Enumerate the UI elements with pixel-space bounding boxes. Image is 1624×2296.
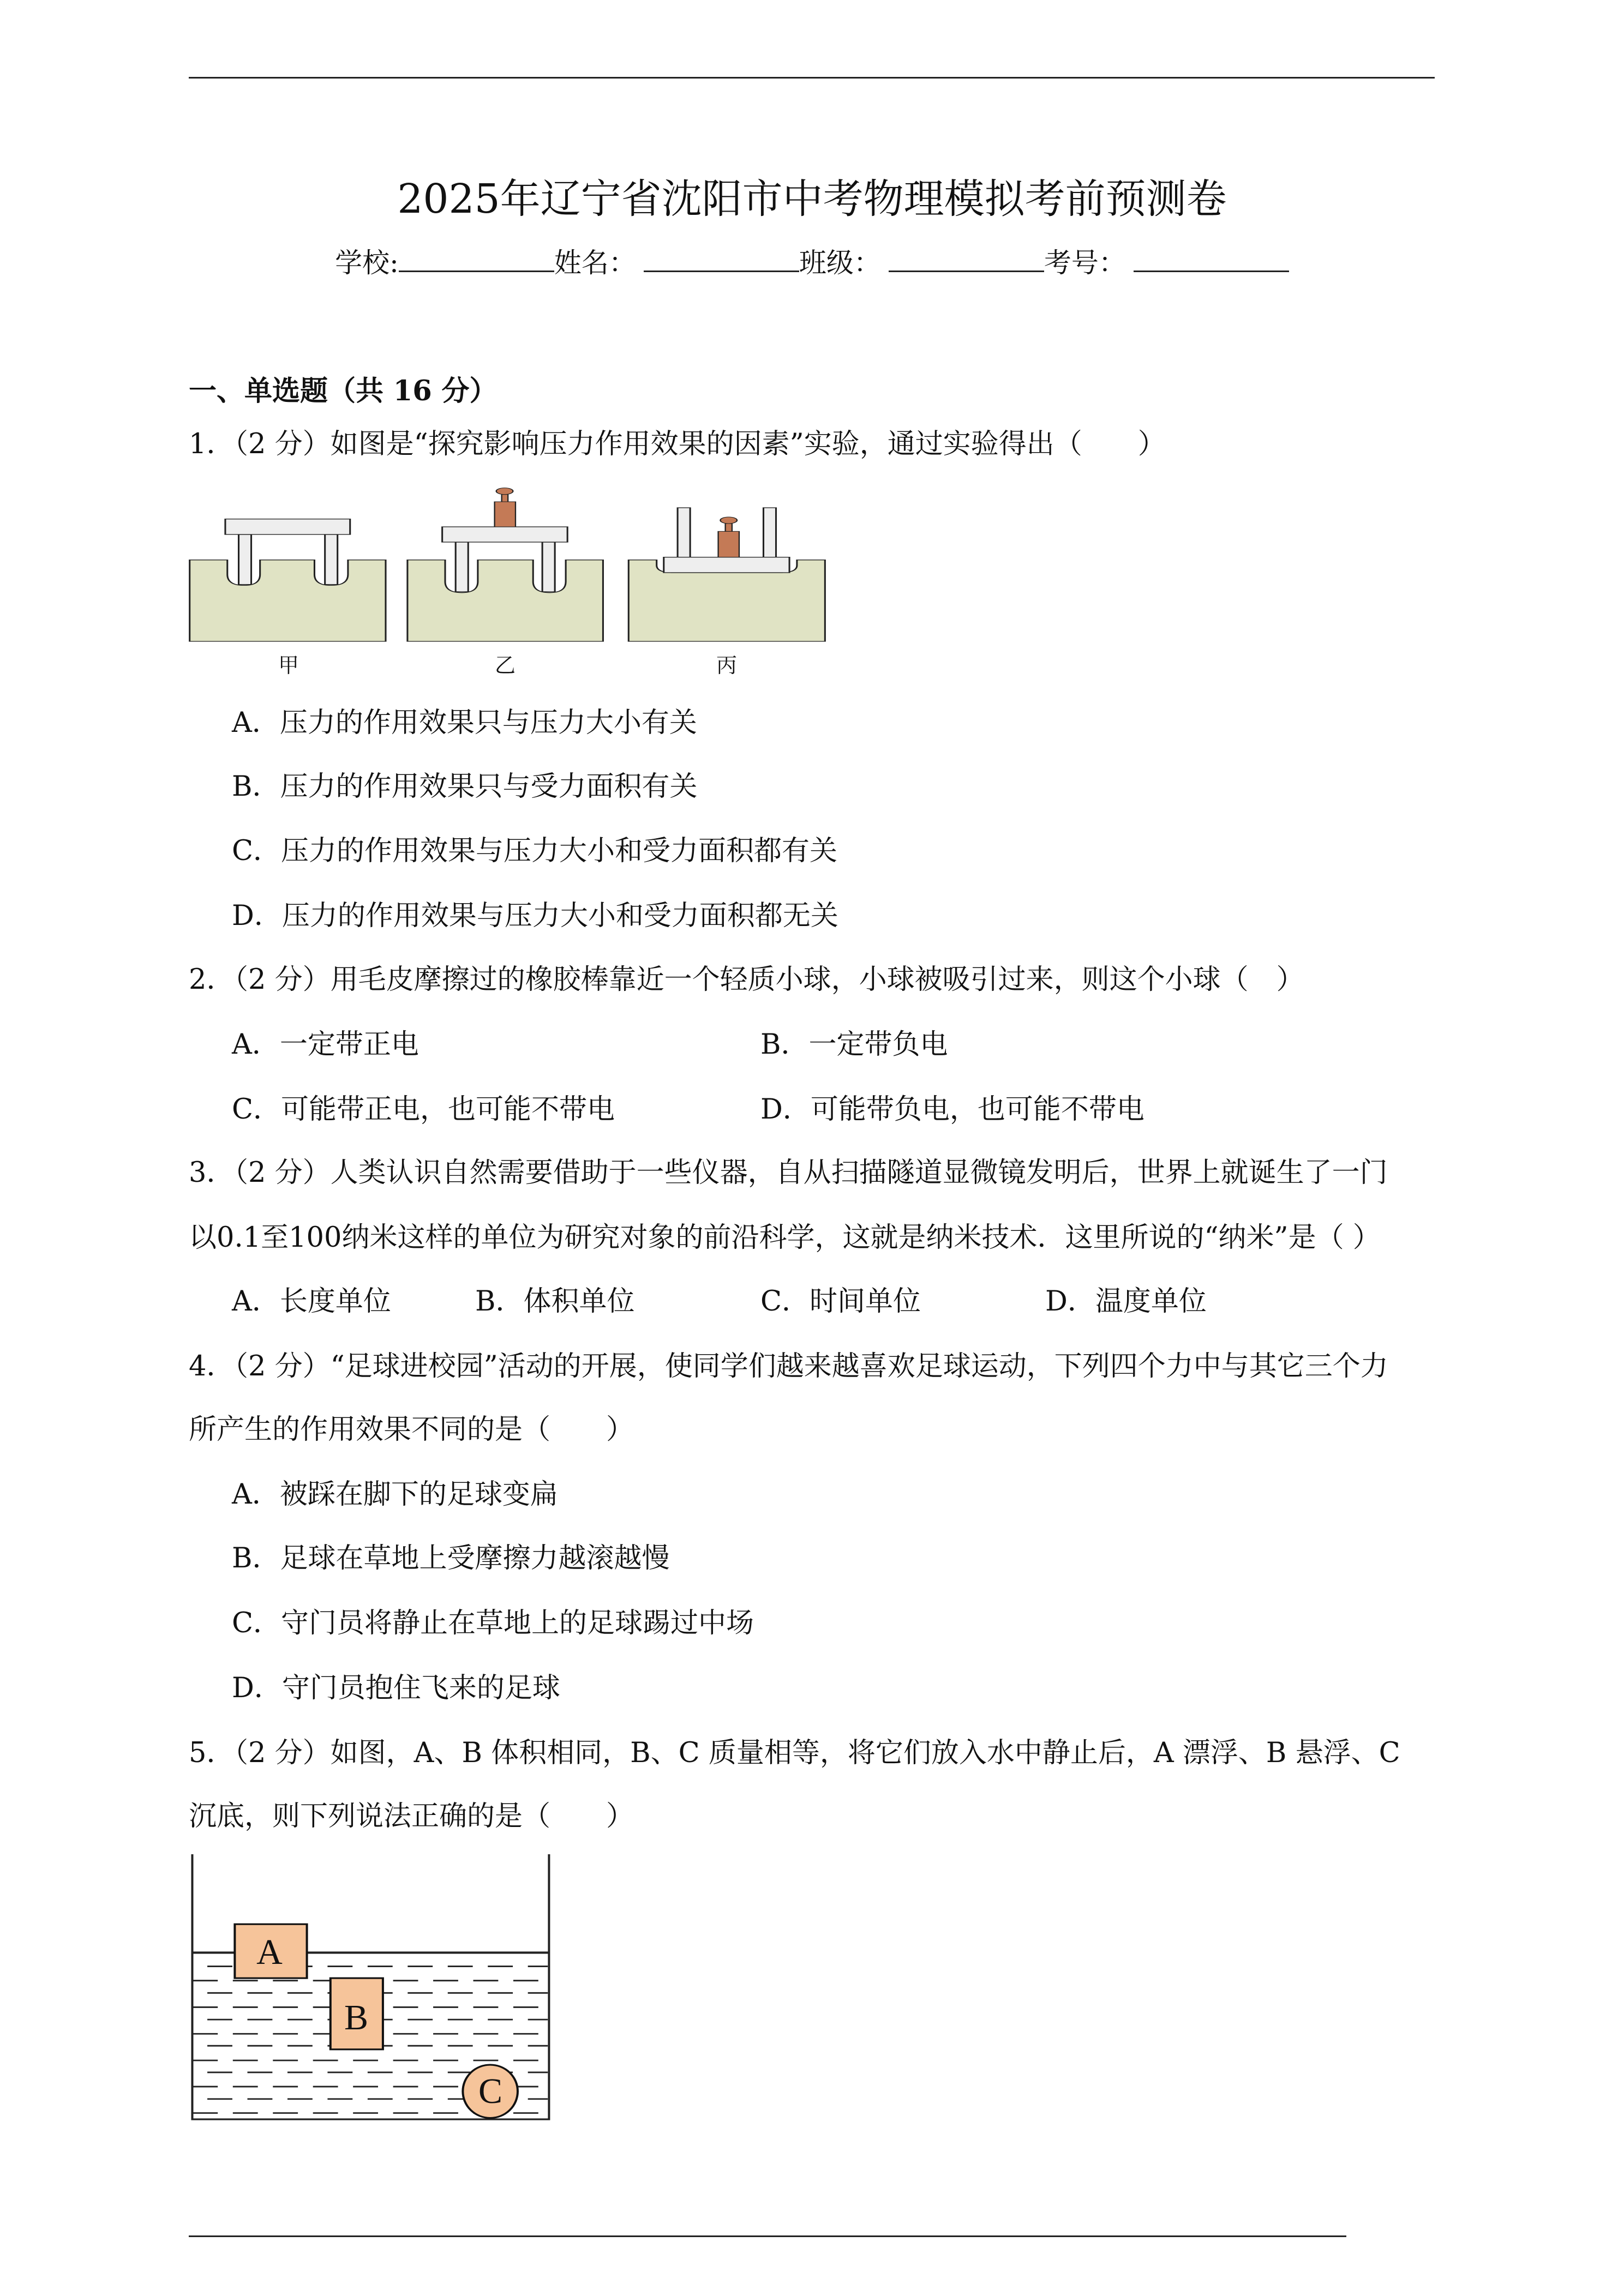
label-a: A — [256, 1932, 283, 1972]
school-label: 学校: — [335, 247, 399, 279]
q1-option-a: A．压力的作用效果只与压力大小有关 — [232, 707, 697, 739]
name-field[interactable] — [644, 247, 799, 272]
leg — [239, 534, 251, 585]
tabletop — [664, 557, 789, 573]
sponge-yi — [408, 560, 603, 641]
question-5-stem-line2: 沉底，则下列说法正确的是（ ） — [189, 1800, 634, 1832]
question-3-stem-line2: 以0.1至100纳米这样的单位为研究对象的前沿科学，这就是纳米技术．这里所说的“纳米”是（ ） — [189, 1222, 1381, 1254]
q3-option-d: D．温度单位 — [1045, 1285, 1207, 1318]
q3-option-b: B．体积单位 — [475, 1285, 635, 1318]
figure-label-bing: 丙 — [716, 653, 738, 677]
question-2-stem: 2．（2 分）用毛皮摩擦过的橡胶棒靠近一个轻质小球，小球被吸引过来，则这个小球（ ） — [189, 964, 1304, 996]
q2-option-d: D．可能带负电，也可能不带电 — [760, 1093, 1144, 1126]
q4-option-c: C．守门员将静止在草地上的足球踢过中场 — [232, 1607, 754, 1639]
header-rule — [189, 77, 1435, 79]
weight — [495, 502, 516, 527]
question-1-stem: 1．（2 分）如图是“探究影响压力作用效果的因素”实验，通过实验得出（ ） — [189, 428, 1166, 460]
weight — [718, 531, 739, 557]
number-label: 考号： — [1044, 247, 1126, 279]
student-info — [0, 247, 1624, 279]
q4-option-b: B．足球在草地上受摩擦力越滚越慢 — [232, 1542, 670, 1574]
sponge-jia — [190, 560, 386, 641]
leg — [678, 508, 690, 557]
leg — [325, 534, 338, 585]
q2-option-c: C．可能带正电，也可能不带电 — [232, 1093, 615, 1126]
section-heading: 一、单选题（共 16 分） — [189, 375, 498, 407]
q4-option-a: A．被踩在脚下的足球变扁 — [232, 1478, 558, 1511]
q2-option-a: A．一定带正电 — [232, 1029, 419, 1061]
q4-option-d: D．守门员抱住飞来的足球 — [232, 1672, 560, 1704]
q3-option-a: A．长度单位 — [232, 1285, 391, 1318]
footer-rule — [189, 2235, 1346, 2237]
leg — [542, 542, 555, 592]
question-4-stem-line2: 所产生的作用效果不同的是（ ） — [189, 1414, 634, 1446]
tabletop — [225, 519, 350, 534]
name-label: 姓名： — [554, 247, 636, 279]
question-3-stem-line1: 3．（2 分）人类认识自然需要借助于一些仪器，自从扫描隧道显微镜发明后，世界上就诞生了一门 — [189, 1157, 1388, 1189]
question-5-stem-line1: 5．（2 分）如图，A、B 体积相同，B、C 质量相等，将它们放入水中静止后，A 漂浮、B 悬浮、C — [189, 1737, 1400, 1769]
q2-option-b: B．一定带负电 — [760, 1029, 948, 1061]
leg — [456, 542, 468, 592]
q1-option-b: B．压力的作用效果只与受力面积有关 — [232, 771, 698, 803]
school-field[interactable] — [399, 247, 554, 272]
leg — [763, 508, 776, 557]
page-title: 2025年辽宁省沈阳市中考物理模拟考前预测卷 — [397, 176, 1227, 223]
figure-label-yi: 乙 — [495, 653, 516, 677]
buoyancy-figure — [185, 1854, 562, 2149]
class-field[interactable] — [889, 247, 1044, 272]
figure-label-jia: 甲 — [278, 653, 299, 677]
tabletop — [442, 527, 568, 542]
q1-option-d: D．压力的作用效果与压力大小和受力面积都无关 — [232, 900, 838, 932]
q3-option-c: C．时间单位 — [760, 1285, 921, 1318]
q1-option-c: C．压力的作用效果与压力大小和受力面积都有关 — [232, 835, 838, 867]
label-b: B — [344, 1998, 369, 2037]
class-label: 班级： — [799, 247, 881, 279]
question-4-stem-line1: 4．（2 分）“足球进校园”活动的开展，使同学们越来越喜欢足球运动，下列四个力中与其它三个力 — [189, 1350, 1388, 1383]
label-c: C — [478, 2071, 503, 2111]
number-field[interactable] — [1134, 247, 1289, 272]
